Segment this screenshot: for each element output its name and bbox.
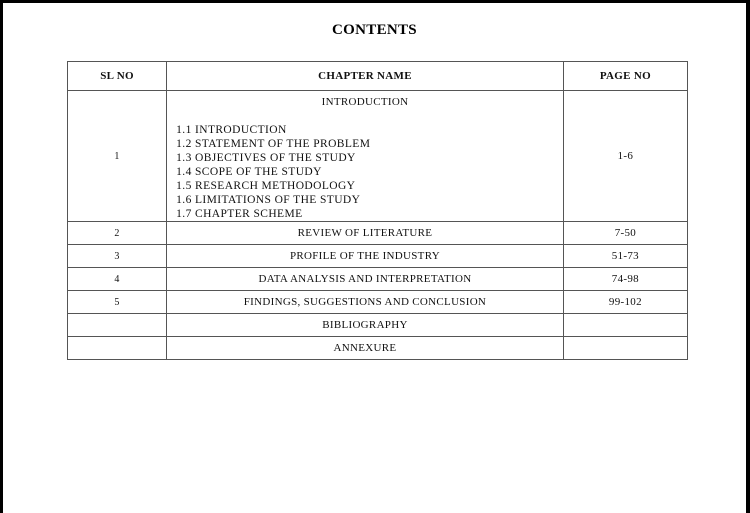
document-page <box>3 3 746 513</box>
chapter-name-cell: DATA ANALYSIS AND INTERPRETATION <box>167 268 564 291</box>
header-row <box>68 62 688 91</box>
section-list <box>176 123 563 221</box>
chapter-name-cell: PROFILE OF THE INDUSTRY <box>167 245 564 268</box>
chapter-name-cell <box>167 91 564 222</box>
page-no-cell <box>563 314 687 337</box>
table-row <box>68 268 688 291</box>
list-item: 1.1 INTRODUCTION <box>176 124 287 136</box>
list-item: 1.2 STATEMENT OF THE PROBLEM <box>176 138 371 150</box>
sl-no-cell: 5 <box>68 291 167 314</box>
page-no-cell: 74-98 <box>563 268 687 291</box>
chapter-name-cell: REVIEW OF LITERATURE <box>167 222 564 245</box>
chapter-name-cell: BIBLIOGRAPHY <box>167 314 564 337</box>
sl-no-cell: 1 <box>68 91 167 222</box>
page-no-cell <box>563 337 687 360</box>
page-no-cell: 51-73 <box>563 245 687 268</box>
sl-no-cell <box>68 337 167 360</box>
page-title: CONTENTS <box>332 22 417 38</box>
chapter-heading: INTRODUCTION <box>321 96 409 108</box>
header-page-no: PAGE NO <box>563 62 687 91</box>
page-no-cell: 7-50 <box>563 222 687 245</box>
table-row <box>68 314 688 337</box>
sl-no-cell: 3 <box>68 245 167 268</box>
page-no-cell: 99-102 <box>563 291 687 314</box>
table-row <box>68 291 688 314</box>
list-item: 1.4 SCOPE OF THE STUDY <box>176 166 322 178</box>
sl-no-cell: 2 <box>68 222 167 245</box>
page-no-cell: 1-6 <box>563 91 687 222</box>
list-item: 1.5 RESEARCH METHODOLOGY <box>176 180 356 192</box>
table-row <box>68 337 688 360</box>
chapter-name-cell: ANNEXURE <box>167 337 564 360</box>
list-item: 1.6 LIMITATIONS OF THE STUDY <box>176 194 361 206</box>
sl-no-cell: 4 <box>68 268 167 291</box>
chapter-name-cell: FINDINGS, SUGGESTIONS AND CONCLUSION <box>167 291 564 314</box>
list-item: 1.7 CHAPTER SCHEME <box>176 208 303 220</box>
table-row <box>68 222 688 245</box>
header-chapter-name: CHAPTER NAME <box>167 62 564 91</box>
table-row <box>68 91 688 222</box>
contents-table <box>67 61 688 360</box>
table-row <box>68 245 688 268</box>
list-item: 1.3 OBJECTIVES OF THE STUDY <box>176 152 356 164</box>
header-sl-no: SL NO <box>68 62 167 91</box>
sl-no-cell <box>68 314 167 337</box>
